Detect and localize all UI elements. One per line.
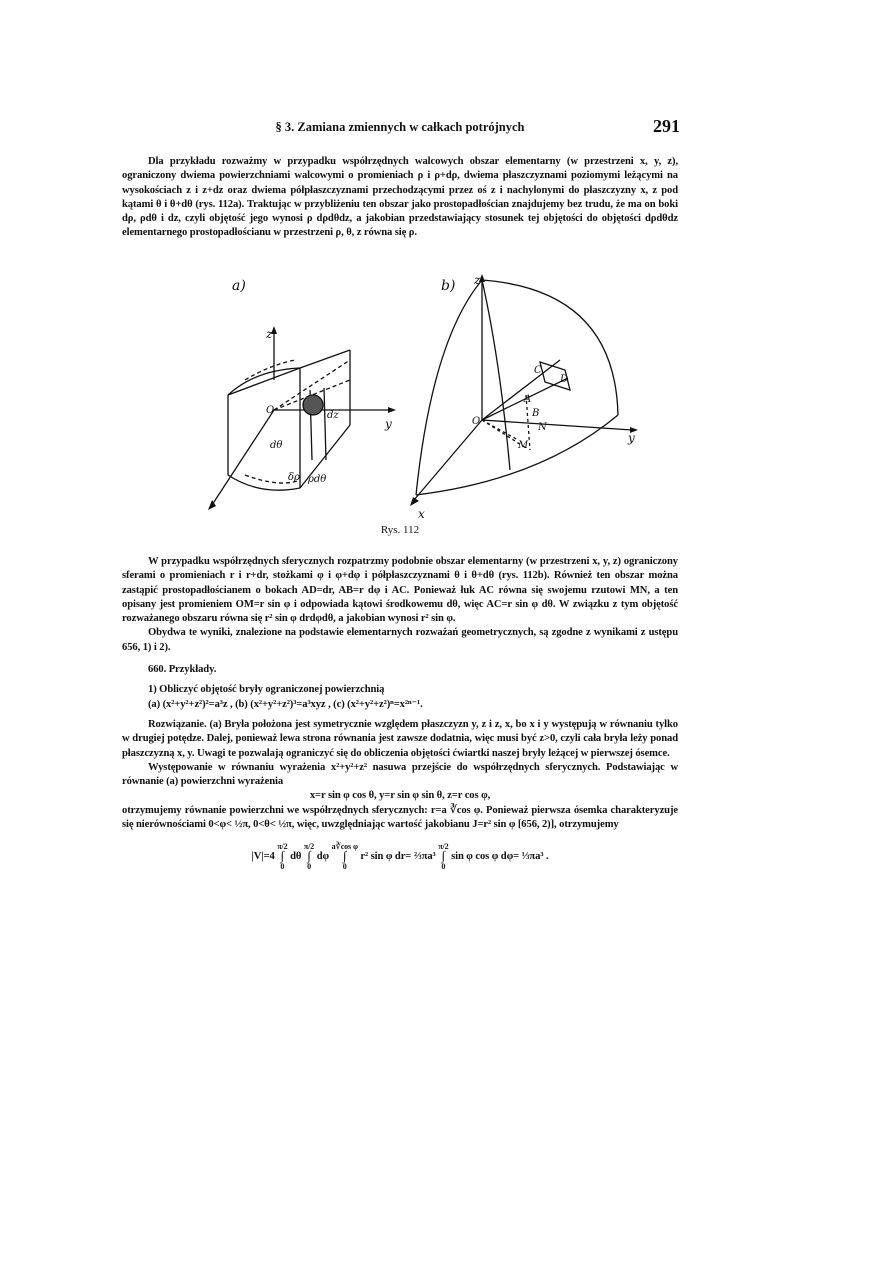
- integral-limits-3: a∛cos φ ∫ 0: [331, 842, 358, 872]
- integral-limits-4: π/2 ∫ 0: [438, 842, 449, 872]
- axis-z-a: z: [266, 327, 273, 341]
- section-heading: 660. Przykłady.: [148, 664, 217, 676]
- point-d: D: [560, 374, 569, 385]
- integral-limits-1: π/2 ∫ 0: [277, 842, 288, 872]
- integral-rhs: ⅓πa³ .: [521, 851, 549, 863]
- axis-y-a: y: [385, 417, 392, 431]
- origin-a: O: [266, 405, 275, 416]
- body-text: [122, 555, 678, 875]
- result-paragraph: otrzymujemy równanie powierzchni we współrzędnych sferycznych: r=a ∛cos φ. Ponieważ pierwsza ósemka charakteryzuje się nierównościami 0<φ< ½π, 0<θ< ½π, więc, uwzględniając wartość jakobianu J=r² sin φ [656, 2)], otrzymujemy: [122, 804, 678, 831]
- integral-body-4: sin φ cos φ dφ=: [451, 851, 520, 863]
- paragraph-spherical: W przypadku współrzędnych sferycznych rozpatrzmy podobnie obszar elementarny (w przestrzeni x, y, z) ograniczony sferami o promieniach r i r+dr, stożkami φ i φ+dφ i półpłaszczyznami θ i θ+dθ (rys. 112b). Również ten obszar można zastąpić prostopadłościanem o bokach AD=dr, AB=r dφ i AC. Ponieważ łuk AC równa się swojemu rzutowi MN, a ten opisany jest promieniem OM=r sin φ i odpowiada kątowi środkowemu dθ, więc AC=r sin φ dθ. W związku z tym objętość rozważanego obszaru równa się r² sin φ drdφdθ, a jakobian wynosi r² sin φ.: [122, 556, 678, 625]
- integral-body-1: dθ: [290, 851, 302, 863]
- figure-112: [200, 270, 660, 530]
- running-title: § 3. Zamiana zmiennych w całkach potrójnych: [275, 120, 525, 134]
- integral-body-2: dφ: [316, 851, 330, 863]
- label-dz: dz: [327, 410, 339, 421]
- integral-mid: ⅔πa³: [413, 851, 436, 863]
- figure-drawing: [200, 270, 660, 530]
- point-c: C: [534, 365, 542, 376]
- spherical-substitution-paragraph: Występowanie w równaniu wyrażenia x²+y²+z² nasuwa przejście do współrzędnych sferycznych. Podstawiając w równanie (a) powierzchni wyrażenia: [122, 761, 678, 788]
- volume-integral: [122, 842, 678, 871]
- integral-body-3: r² sin φ dr=: [360, 851, 412, 863]
- point-b: B: [532, 408, 540, 419]
- label-rhodtheta: ρdθ: [308, 474, 327, 485]
- integral-lhs: |V|=4: [251, 851, 275, 863]
- label-drho: δρ: [288, 472, 300, 483]
- paragraph-conclusion: Obydwa te wyniki, znalezione na podstawie elementarnych rozważań geometrycznych, są zgodne z wynikami z ustępu 656, 1) i 2).: [122, 627, 678, 653]
- paragraph-text: Dla przykładu rozważmy w przypadku współrzędnych walcowych obszar elementarny (w przestrzeni x, y, z), ograniczony dwiema powierzchniami walcowymi o promieniach ρ i ρ+dρ, dwiema płaszczyznami poziomymi leżącymi na wysokościach z i z+dz oraz dwiema półpłaszczyznami przechodzącymi przez oś z i nachylonymi do płaszczyzny x, z pod kątami θ i θ+dθ (rys. 112a). Traktując w przybliżeniu ten obszar jako prostopadłościan znajdujemy bez trudu, że ma on boki dρ, ρdθ i dz, czyli objętość jego wynosi ρ dρdθdz, a jakobian przedstawiający stosunek tej objętości do objętości dρdθdz elementarnego prostopadłościanu w przestrzeni ρ, θ, z równa się ρ.: [122, 156, 678, 239]
- fig-label-b: b): [441, 278, 456, 294]
- integral-limits-2: π/2 ∫ 0: [303, 842, 315, 872]
- page-header: [120, 118, 680, 138]
- axis-x-b: x: [418, 507, 425, 521]
- substitution-formula: x=r sin φ cos θ, y=r sin φ sin θ, z=r cos φ,: [309, 790, 491, 802]
- label-dtheta: dθ: [270, 440, 283, 451]
- point-a: A: [524, 394, 532, 405]
- fig-label-a: a): [232, 278, 246, 294]
- point-n: N: [538, 422, 547, 433]
- paragraph-cylindrical: [122, 155, 678, 241]
- solution-paragraph: Rozwiązanie. (a) Bryła położona jest symetrycznie względem płaszczyzn y, z i z, x, bo x i y występują w równaniu tylko w drugiej potędze. Dalej, ponieważ lewa strona równania jest zawsze dodatnia, więc musi być z>0, czyli cała bryła leży ponad płaszczyzną x, y. Uwagi te pozwalają ograniczyć się do obliczenia objętości ćwiartki naszej bryły leżącej w pierwszej ósemce.: [122, 718, 678, 759]
- origin-b: O: [472, 416, 481, 427]
- point-m: M: [518, 440, 529, 451]
- exercise-formulas: (a) (x²+y²+z²)²=a³z , (b) (x²+y²+z²)³=a³xyz , (c) (x²+y²+z²)ⁿ=x²ⁿ⁻¹.: [148, 698, 423, 710]
- page-number: 291: [653, 116, 680, 136]
- exercise-statement: 1) Obliczyć objętość bryły ograniczonej powierzchnią: [148, 684, 385, 696]
- axis-y-b: y: [628, 431, 635, 445]
- figure-caption: Rys. 112: [380, 524, 420, 536]
- axis-z-b: z: [474, 273, 481, 287]
